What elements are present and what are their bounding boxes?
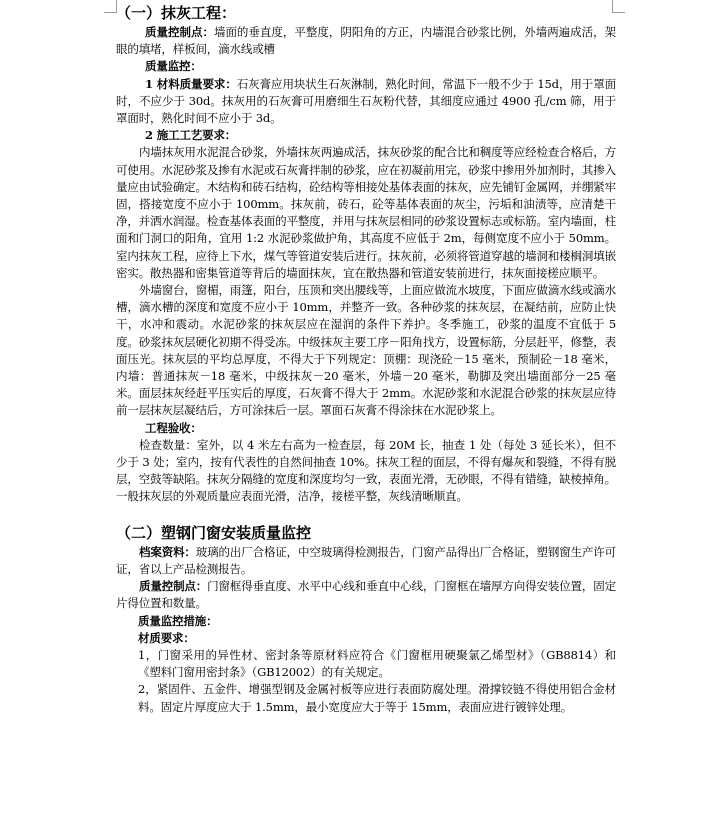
- document-page: [116, 2, 616, 716]
- section1-process-paragraph-2: 外墙窗台，窗楣，雨篷，阳台，压顶和突出腰线等，上面应做流水坡度，下面应做滴水线或滴水槽，滴水槽的深度和宽度不应小于 10mm，并整齐一致。各种砂浆的抹灰层，在凝结前，应防止快干，水冲和震动。水泥砂浆的抹灰层应在湿润的条件下养护。冬季施工，砂浆的温度不宜低于 5 度。砂浆抹灰层硬化初期不得受冻。中级抹灰主要工序－阳角找方，设置标筋，分层赶平，修整，表面压光。抹灰层的平均总厚度，不得大于下列规定：顶棚：现浇砼－15 毫米，预制砼－18 毫米，内墙：普通抹灰－18 毫米，中级抹灰－20 毫米，外墙－20 毫米，勒脚及突出墙面部分－25 毫米。面层抹灰经赶平压实后的厚度，石灰膏不得大于 2mm。水泥砂浆和水泥混合砂浆的抹灰层应待前一层抹灰层凝结后，方可涂抹后一层。罩面石灰膏不得涂抹在水泥砂浆上。: [116, 283, 616, 418]
- section1-quality-control: [116, 24, 616, 58]
- section2-material-label: 材质要求：: [138, 630, 195, 645]
- section1-material-requirements: [116, 76, 616, 128]
- section2-quality-control: [116, 578, 616, 612]
- section1-monitor-label: 质量监控：: [145, 59, 202, 74]
- section2-title: （二）塑钢门窗安装质量监控: [116, 523, 312, 542]
- section1-qc-text: 墙面的垂直度，平整度，阴阳角的方正，内墙混合砂浆比例，外墙两遍成活，架眼的填堵，样板间，滴水线或槽: [116, 25, 616, 57]
- section2-qc-text: 门窗框得垂直度、水平中心线和垂直中心线，门窗框在墙厚方向得安装位置，固定片得位置和数量。: [116, 579, 616, 611]
- material-requirements-label: 1 材料质量要求：: [145, 76, 237, 91]
- material-requirements-text: 石灰膏应用块状生石灰淋制，熟化时间，常温下一般不少于 15d，用于罩面时，不应少于 30d。抹灰用的石灰膏可用磨细生石灰粉代替，其细度应通过 4900 孔/cm 筛，用于罩面时，熟化时间不应小于 3d。: [116, 76, 616, 126]
- section1-qc-label: 质量控制点：: [145, 25, 214, 39]
- section1-acceptance-text: 检查数量：室外，以 4 米左右高为一检查层，每 20M 长，抽查 1 处（每处 3 延长米），但不少于 3 处；室内，按有代表性的自然间抽查 10%。抹灰工程的面层，不得有爆灰和裂缝，不得有脱层，空鼓等缺陷。抹灰分隔缝的宽度和深度均匀一致，表面光滑，无砂眼，不得有错缝，缺棱掉角。一般抹灰层的外观质量应表面光滑，洁净，接槎平整，灰线清晰顺直。: [116, 437, 616, 504]
- section2-archive-label: 档案资料：: [139, 544, 196, 559]
- section-spacer: [116, 506, 616, 522]
- section2-qc-label: 质量控制点：: [139, 579, 208, 594]
- section2-measures-label: 质量监控措施：: [138, 613, 218, 628]
- section1-title: （一）抹灰工程：: [116, 4, 237, 22]
- section2-item-2: 2，紧固件、五金件、增强型钢及金属衬板等应进行表面防腐处理。滑撑铰链不得使用铝合金材料。固定片厚度应大于 1.5mm，最小宽度应大于等于 15mm，表面应进行镀锌处理。: [138, 682, 616, 714]
- section1-acceptance-label: 工程验收：: [145, 420, 202, 435]
- section2-archive-text: 玻璃的出厂合格证，中空玻璃得检测报告，门窗产品得出厂合格证，塑钢窗生产许可证，省以上产品检测报告。: [116, 544, 617, 576]
- section2-item-1: 1，门窗采用的异性材、密封条等原材料应符合《门窗框用硬聚氯乙烯型材》（GB8814）和《塑料门窗用密封条》（GB12002）的有关规定。: [138, 647, 616, 680]
- section1-process-label: 2 施工工艺要求：: [145, 128, 237, 143]
- section1-process-paragraph-1: 内墙抹灰用水泥混合砂浆，外墙抹灰两遍成活，抹灰砂浆的配合比和稠度等应经检查合格后，方可使用。水泥砂浆及掺有水泥或石灰膏拌制的砂浆，应在初凝前用完，砂浆中掺用外加剂时，其掺入量应由试验确定。木结构和砖石结构，砼结构等相接处基体表面的抹灰，应先铺钉金属网，并绷紧牢固，搭接宽度不应小于 100mm。抹灰前，砖石，砼等基体表面的灰尘，污垢和油渍等，应清楚干净，并洒水润湿。检查基体表面的平整度，并用与抹灰层相同的砂浆设置标志或标筋。室内墙面，柱面和门洞口的阳角，宜用 1:2 水泥砂浆做护角，其高度不应低于 2m，每侧宽度不应小于 50mm。室内抹灰工程，应待上下水，煤气等管道安装后进行。抹灰前，必须将管道穿越的墙洞和楼榈洞填嵌密实。散热器和密集管道等背后的墙面抹灰，宜在散热器和管道安装前进行，抹灰面接槎应顺平。: [116, 145, 616, 280]
- section2-archive: [116, 544, 616, 578]
